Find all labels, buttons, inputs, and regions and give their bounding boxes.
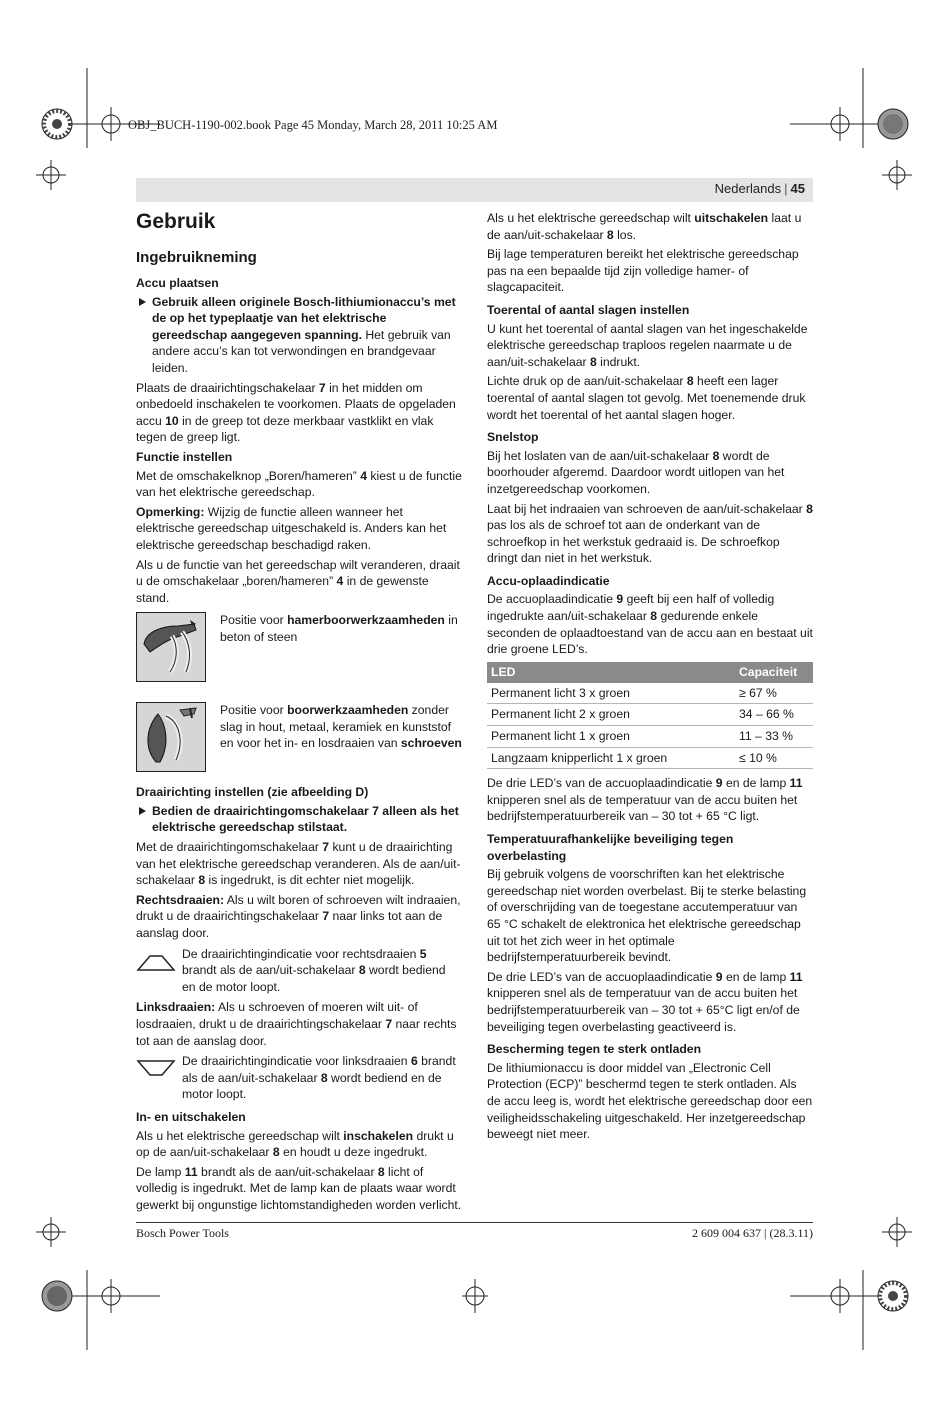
star-target-br [878,1281,908,1311]
right-column [487,210,813,1146]
paragraph: Bij gebruik volgens de voorschriften kan het elektrische gereedschap niet worden overbelast. Bij te sterke belasting of overschrijding van de toegestane accutemperatuur van 65 °C schakelt de elektronica het elektrische gereedschap uit tot het zich weer in het optimale bedrijfstemperatuurbereik bevindt. [487,867,807,965]
table-header-row [487,662,813,683]
paragraph: U kunt het toerental of aantal slagen van het ingeschakelde elektrische gereedschap traploos regelen naarmate u de aan/uit-schakelaar 8 indrukt. [487,321,808,369]
crosshair-right-top [882,160,912,190]
warning-bold-text: Bedien de draairichtingomschakelaar 7 alleen als het elektrische gereedschap stilstaat. [152,803,459,835]
subheading-accu-oplaadindicatie: Accu-oplaadindicatie [487,573,610,588]
page-number: 45 [790,181,805,196]
right-rotation-indicator [136,946,462,996]
paragraph: Bij lage temperaturen bereikt het elektrische gereedschap pas na een bepaalde tijd zijn volledige hamer- of slagcapaciteit. [487,247,799,295]
subheading-accu: Accu plaatsen [136,276,219,290]
hammer-drill-symbol-icon [136,612,206,682]
subheading-in-uitschakelen: In- en uitschakelen [136,1109,246,1124]
paragraph: Rechtsdraaien: Als u wilt boren of schroeven wilt indraaien, drukt u de draairichtingschakelaar 7 naar links tot aan de aanslag door. [136,892,461,941]
table-cell: Langzaam knipperlicht 1 x groen [487,747,735,769]
paragraph: Bij het loslaten van de aan/uit-schakelaar 8 wordt de boorhouder afgeremd. Daardoor wordt uitlopen van het inzetgereedschap voorkomen. [487,448,785,496]
subheading-snelstop: Snelstop [487,430,539,445]
table-row [487,726,813,748]
table-cell: Permanent licht 1 x groen [487,726,735,748]
crosshair-left-top [36,160,66,190]
crosshair-bl [98,1279,124,1313]
header-language: Nederlands [714,181,782,196]
warning-bold-text: Gebruik alleen originele Bosch-lithiumionaccu’s met de op het typeplaatje van het elektrische gereedschap aangegeven spanning. [152,294,456,342]
star-target-bl [42,1281,72,1311]
left-rotation-indicator [136,1053,462,1103]
table-cell: ≥ 67 % [735,683,813,704]
table-cell: 34 – 66 % [735,704,813,726]
footer-rule [136,1222,813,1223]
paragraph: De lithiumionaccu is door middel van „Electronic Cell Protection (ECP)” beschermd tegen te sterk ontladen. Als de accu leeg is, wordt het elektrische gereedschap door een veiligheidsschakeling uitgeschakeld. Her inzetgereedschap beweegt niet meer. [487,1060,813,1142]
table-header-capacity: Capaciteit [735,662,813,683]
note-paragraph: Opmerking: Wijzig de functie alleen wanneer het elektrische gereedschap uitgeschakeld is. Anders kan het elektrische gereedschap beschadigd raken. [136,504,447,552]
arrow-up-indicator-icon [136,946,176,974]
arrow-down-indicator-icon [136,1053,176,1081]
table-cell: Permanent licht 3 x groen [487,683,735,704]
subheading-bescherming: Bescherming tegen te sterk ontladen [487,1042,702,1057]
page-header [136,178,813,202]
header-separator: | [784,181,788,196]
paragraph: Als u het elektrische gereedschap wilt uitschakelen laat u de aan/uit-schakelaar 8 los. [487,211,802,242]
crosshair-tl [98,107,124,141]
paragraph: De drie LED’s van de accuoplaadindicatie 9 en de lamp 11 knipperen snel als de temperatuur van de accu buiten het bedrijfstemperatuurbereik van – 30 tot + 65°C ligt en/of de beveiliging tegen overbelasting geactiveerd is. [487,969,803,1034]
page-title: Gebruik [136,210,216,233]
table-header-led: LED [487,662,735,683]
paragraph: Plaats de draairichtingschakelaar 7 in het midden om onbedoeld inschakelen te voorkomen. Plaats de opgeladen accu 10 in de greep tot deze merkbaar vastklikt en vlak tegen de greep ligt. [136,380,456,445]
paragraph: Als u het elektrische gereedschap wilt inschakelen drukt u op de aan/uit-schakelaar 8 en houdt u deze ingedrukt. [136,1128,454,1160]
star-target-tr [878,109,908,139]
warning-bullet [136,803,462,836]
left-rotation-text: De draairichtingindicatie voor linksdraaien 6 brandt als de aan/uit-schakelaar 8 wordt bediend en de motor loopt. [182,1054,456,1102]
led-capacity-table [487,662,813,769]
paragraph: De drie LED’s van de accuoplaadindicatie 9 en de lamp 11 knipperen snel als de temperatuur van de accu buiten het bedrijfstemperatuurbereik van – 30 tot + 65 °C ligt. [487,776,803,824]
crosshair-right-bottom [882,1217,912,1247]
subheading-temperatuur: Temperatuurafhankelijke beveiliging tegen overbelasting [487,832,734,863]
table-row [487,747,813,769]
table-cell: ≤ 10 % [735,747,813,769]
paragraph: Als u de functie van het gereedschap wilt veranderen, draait u de omschakelaar „boren/hameren” 4 in de gewenste stand. [136,557,460,605]
warning-bullet [136,294,462,377]
subheading-draairichting: Draairichting instellen (zie afbeelding D) [136,785,369,800]
paragraph: Met de draairichtingomschakelaar 7 kunt u de draairichting van het elektrische gereedschap veranderen. Als de aan/uit-schakelaar 8 is ingedrukt, is dit echter niet mogelijk. [136,840,461,888]
paragraph: Met de omschakelknop „Boren/hameren” 4 kiest u de functie van het elektrische gereedschap. [136,468,462,500]
crosshair-left-bottom [36,1217,66,1247]
crosshair-tr [827,107,853,141]
footer-brand: Bosch Power Tools [136,1226,229,1240]
table-row [487,704,813,726]
right-rotation-text: De draairichtingindicatie voor rechtsdraaien 5 brandt als de aan/uit-schakelaar 8 wordt bediend en de motor loopt. [182,946,446,994]
paragraph: De accuoplaadindicatie 9 geeft bij een half of volledig ingedrukte aan/uit-schakelaar 8 gedurende enkele seconden de oplaadtoestand van de accu aan en bestaat uit drie groene LED’s. [487,592,813,657]
bullet-triangle-icon [139,807,146,815]
paragraph: De lamp 11 brandt als de aan/uit-schakelaar 8 licht of volledig is ingedrukt. Met de lamp kan de plaats waar wordt gewerkt bij ongunstige lichtomstandigheden worden verlicht. [136,1164,462,1212]
hammer-drill-text: Positie voor hamerboorwerkzaamheden in beton of steen [220,613,458,644]
subheading-functie: Functie instellen [136,449,233,464]
crosshair-bottom-center [462,1279,488,1313]
bullet-triangle-icon [139,298,146,306]
drill-symbol-icon [136,702,206,772]
paragraph: Lichte druk op de aan/uit-schakelaar 8 heeft een lager toerental of aantal slagen tot gevolg. Met toenemende druk wordt het toerental of het aantal slagen hoger. [487,374,806,422]
drill-text: Positie voor boorwerkzaamheden zonder slag in hout, metaal, keramiek en kunststof en voor het in- en losdraaien van schroeven [220,703,462,751]
print-info: OBJ_BUCH-1190-002.book Page 45 Monday, March 28, 2011 10:25 AM [128,118,498,132]
header-text [715,181,805,196]
section-heading: Ingebruikneming [136,249,257,266]
crosshair-br [827,1279,853,1313]
table-cell: Permanent licht 2 x groen [487,704,735,726]
table-row [487,683,813,704]
star-target-tl [42,109,72,139]
drill-position [136,702,462,772]
paragraph: Laat bij het indraaien van schroeven de aan/uit-schakelaar 8 pas los als de schroef tot aan de onderkant van de schroefkop in het werkstuk gedraaid is. De schroefkop dringt dan niet in het werkstuk. [487,501,813,566]
table-cell: 11 – 33 % [735,726,813,748]
paragraph: Linksdraaien: Als u schroeven of moeren wilt uit- of losdraaien, drukt u de draairichtingschakelaar 7 naar rechts tot aan de aanslag door. [136,1000,457,1048]
subheading-toerental: Toerental of aantal slagen instellen [487,302,690,317]
footer-doc-number: 2 609 004 637 | (28.3.11) [692,1226,813,1240]
hammer-drill-position [136,612,462,682]
warning-text: Het gebruik van andere accu’s kan tot verwondingen en brandgevaar leiden. [152,327,451,375]
left-column [136,208,462,1217]
